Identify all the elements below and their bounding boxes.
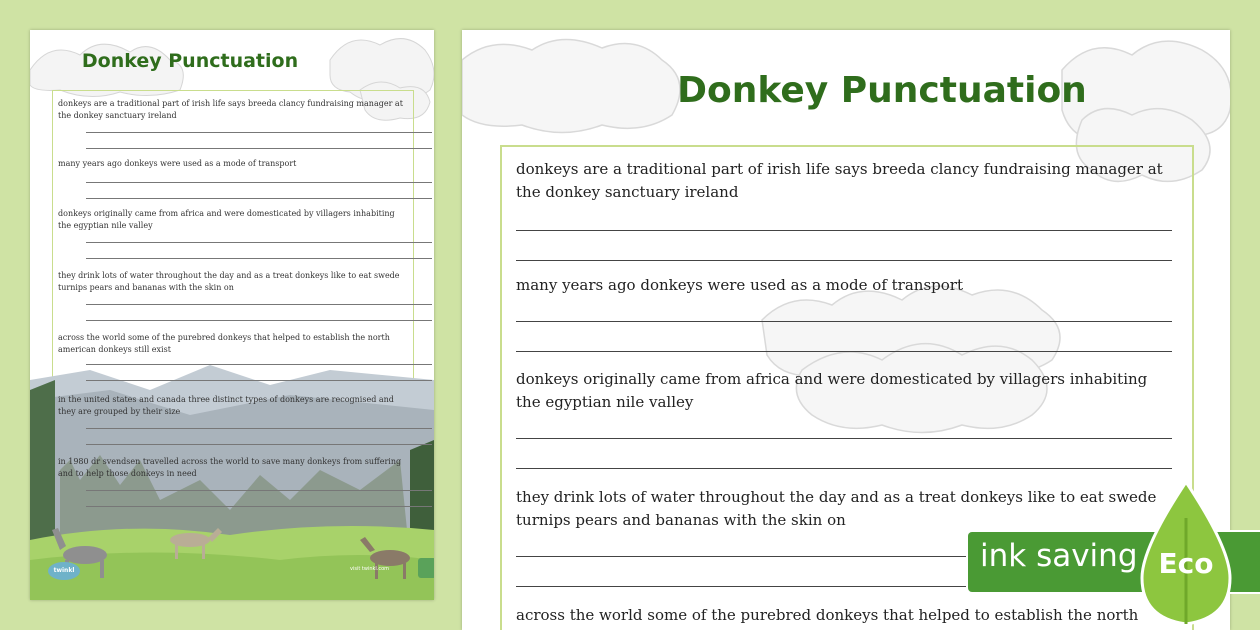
- answer-line: [86, 364, 432, 365]
- twinkl-logo: twinkl: [48, 562, 80, 580]
- answer-line: [86, 242, 432, 243]
- eco-label: Eco: [1158, 547, 1214, 580]
- answer-line: [516, 260, 1172, 261]
- answer-line: [86, 198, 432, 199]
- footer-badge-icon: [418, 558, 434, 578]
- footer-website: visit twinkl.com: [350, 566, 390, 572]
- answer-line: [86, 380, 432, 381]
- answer-line: [86, 490, 432, 491]
- answer-line: [86, 428, 432, 429]
- question-5: across the world some of the purebred donkeys that helped to establish the north american donkeys still exist: [58, 333, 390, 354]
- worksheet-preview-small: [30, 30, 434, 600]
- answer-line: [86, 444, 432, 445]
- eco-leaf-drop-icon: [1130, 478, 1242, 628]
- question-2: many years ago donkeys were used as a mode of transport: [58, 159, 297, 168]
- answer-line: [86, 304, 432, 305]
- question-6: in the united states and canada three distinct types of donkeys are recognised and they are grouped by their size: [58, 395, 394, 416]
- answer-line: [516, 321, 1172, 322]
- question-3: donkeys originally came from africa and were domesticated by villagers inhabiting the egyptian nile valley: [58, 209, 395, 230]
- question-1: donkeys are a traditional part of irish life says breeda clancy fundraising manager at the donkey sanctuary ireland: [516, 160, 1163, 201]
- question-4: they drink lots of water throughout the day and as a treat donkeys like to eat swede turnips pears and bananas with the skin on: [58, 271, 400, 292]
- answer-line: [516, 438, 1172, 439]
- answer-line: [86, 320, 432, 321]
- answer-line: [86, 506, 432, 507]
- answer-line: [86, 182, 432, 183]
- answer-line: [516, 230, 1172, 231]
- ink-saving-label: ink saving: [980, 538, 1138, 574]
- worksheet-title: Donkey Punctuation: [677, 70, 1087, 111]
- question-2: many years ago donkeys were used as a mode of transport: [516, 276, 963, 294]
- worksheet-title: Donkey Punctuation: [81, 50, 299, 72]
- answer-line: [86, 258, 432, 259]
- answer-line: [516, 351, 1172, 352]
- question-5: across the world some of the purebred donkeys that helped to establish the north: [516, 606, 1139, 624]
- answer-line: [86, 132, 432, 133]
- answer-line: [86, 148, 432, 149]
- question-7: in 1980 dr svendsen travelled across the world to save many donkeys from suffering and to help those donkeys in need: [58, 457, 402, 478]
- question-3: donkeys originally came from africa and were domesticated by villagers inhabiting the egyptian nile valley: [516, 370, 1148, 411]
- question-1: donkeys are a traditional part of irish life says breeda clancy fundraising manager at the donkey sanctuary ireland: [58, 99, 403, 120]
- question-4: they drink lots of water throughout the day and as a treat donkeys like to eat swede turnips pears and bananas with the skin on: [516, 488, 1157, 529]
- answer-line: [516, 468, 1172, 469]
